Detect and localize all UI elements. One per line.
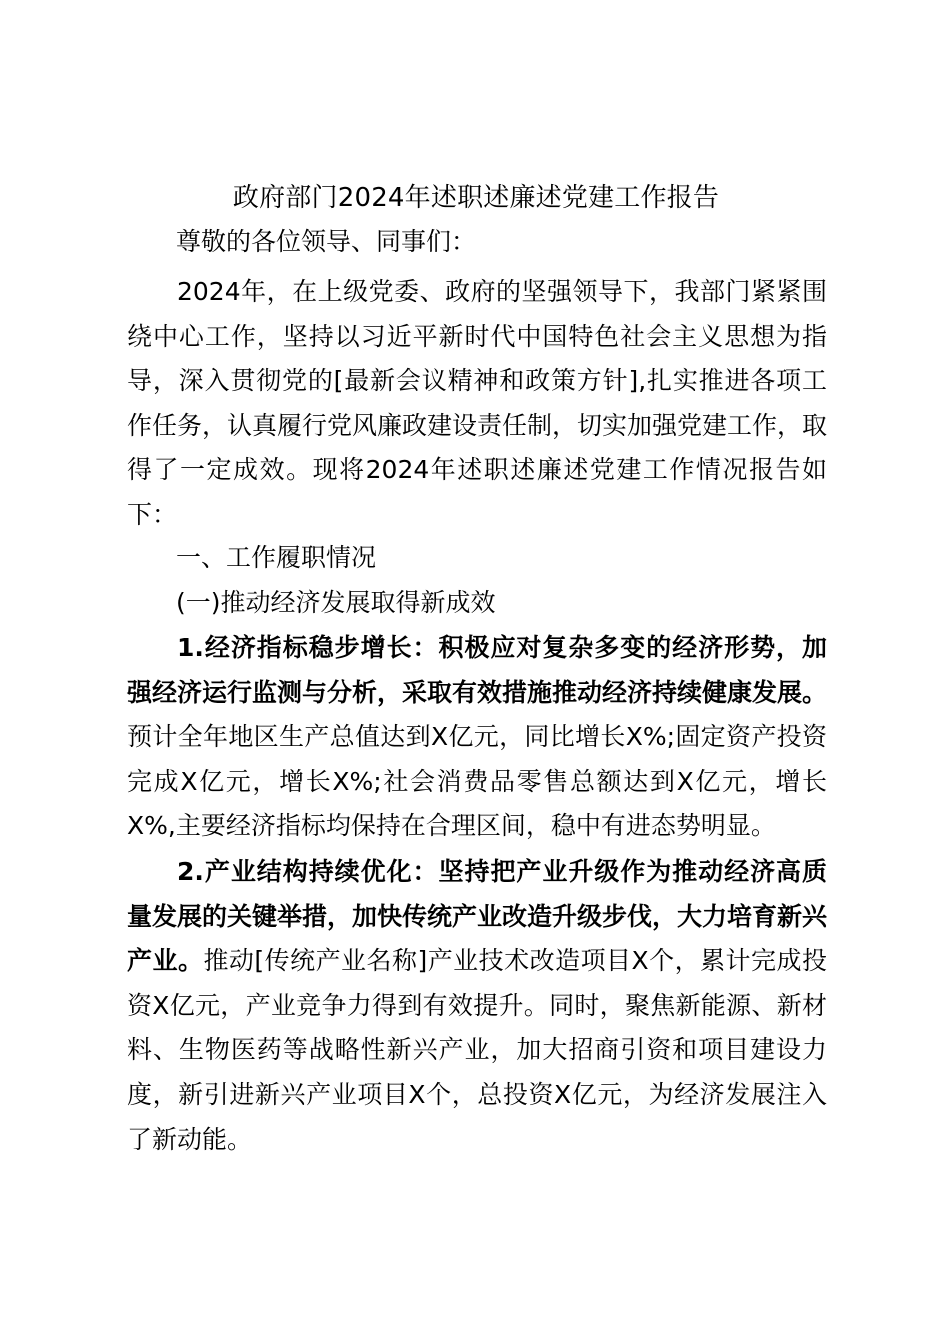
document-title: 政府部门2024年述职述廉述党建工作报告 <box>232 183 720 213</box>
subsection-heading: (一)推动经济发展取得新成效 <box>176 588 496 617</box>
item-2-lead: 2.产业结构持续优化：坚持把产业升级作为推动经济高质量发展的关键举措，加快传统产业改造升级步伐，大力培育新兴产业。 <box>127 857 828 976</box>
item-1-paragraph <box>127 626 827 849</box>
item-1-body: 预计全年地区生产总值达到X亿元，同比增长X%;固定资产投资完成X亿元，增长X%;社会消费品零售总额达到X亿元，增长X%,主要经济指标均保持在合理区间，稳中有进态势明显。 <box>127 722 827 841</box>
item-2-paragraph <box>127 850 827 1162</box>
intro-paragraph: 2024年，在上级党委、政府的坚强领导下，我部门紧紧围绕中心工作，坚持以习近平新时代中国特色社会主义思想为指导，深入贯彻党的[最新会议精神和政策方针],扎实推进各项工作任务，认真履行党风廉政建设责任制，切实加强党建工作，取得了一定成效。现将2024年述职述廉述党建工作情况报告如下： <box>127 277 828 529</box>
item-1-lead: 1.经济指标稳步增长：积极应对复杂多变的经济形势，加强经济运行监测与分析，采取有效措施推动经济持续健康发展。 <box>127 633 828 707</box>
salutation: 尊敬的各位领导、同事们： <box>176 227 477 256</box>
item-2-body: 推动[传统产业名称]产业技术改造项目X个，累计完成投资X亿元，产业竞争力得到有效提升。同时，聚焦新能源、新材料、生物医药等战略性新兴产业，加大招商引资和项目建设力度，新引进新兴产业项目X个，总投资X亿元，为经济发展注入了新动能。 <box>127 946 827 1154</box>
section-heading: 一、工作履职情况 <box>176 543 377 572</box>
